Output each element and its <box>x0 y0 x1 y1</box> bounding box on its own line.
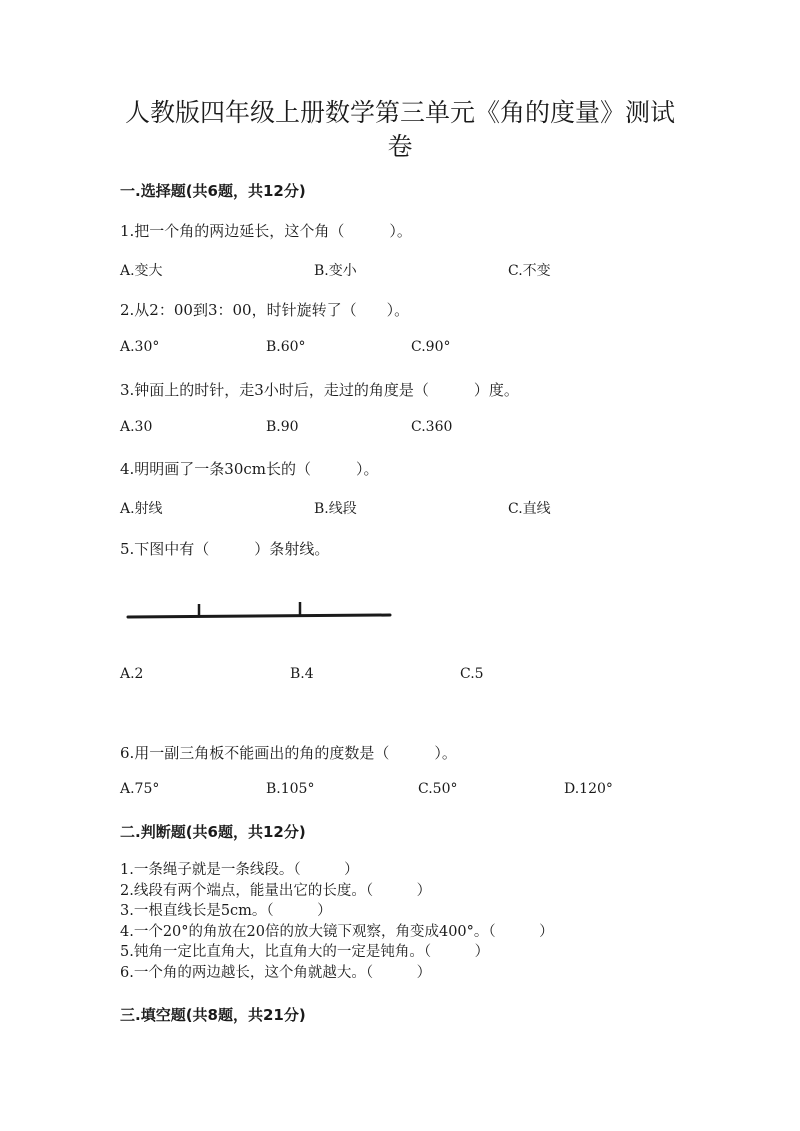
page-title-line-2: 卷 <box>387 132 413 161</box>
question-stem: 4.明明画了一条30cm长的（ ）。 <box>120 460 379 478</box>
option-c: C.50° <box>418 781 458 797</box>
question-stem: 6.用一副三角板不能画出的角的度数是（ ）。 <box>120 744 457 762</box>
option-b: B.线段 <box>314 501 357 517</box>
option-c: C.直线 <box>508 501 551 517</box>
option-b: B.4 <box>290 666 314 682</box>
judgement-item: 4.一个20°的角放在20倍的放大镜下观察，角变成400°。（ ） <box>120 923 554 940</box>
option-c: C.不变 <box>508 263 551 279</box>
section-heading-choice: 一.选择题(共6题，共12分) <box>120 182 306 200</box>
option-a: A.2 <box>120 666 144 682</box>
judgement-item: 5.钝角一定比直角大，比直角大的一定是钝角。（ ） <box>120 944 490 960</box>
option-b: B.105° <box>266 781 315 797</box>
option-c: C.5 <box>460 666 484 682</box>
option-a: A.30° <box>120 339 160 355</box>
figure-line <box>128 615 390 617</box>
option-a: A.射线 <box>120 501 163 517</box>
option-a: A.30 <box>120 419 153 435</box>
section-heading-fill-blank: 三.填空题(共8题，共21分) <box>120 1006 306 1024</box>
page-title-line-1: 人教版四年级上册数学第三单元《角的度量》测试 <box>124 98 675 127</box>
option-b: B.60° <box>266 339 306 355</box>
option-b: B.变小 <box>314 263 357 279</box>
question-stem: 5.下图中有（ ）条射线。 <box>120 540 330 558</box>
section-heading-judgement: 二.判断题(共6题，共12分) <box>120 823 306 841</box>
question-stem: 1.把一个角的两边延长，这个角（ ）。 <box>120 222 412 240</box>
option-a: A.变大 <box>120 263 163 279</box>
option-c: C.90° <box>411 339 451 355</box>
question-stem: 2.从2：00到3：00，时针旋转了（ ）。 <box>120 301 410 319</box>
option-d: D.120° <box>564 781 613 797</box>
ray-figure <box>120 596 400 626</box>
judgement-item: 6.一个角的两边越长，这个角就越大。（ ） <box>120 964 432 981</box>
option-a: A.75° <box>120 781 160 797</box>
judgement-item: 1.一条绳子就是一条线段。（ ） <box>120 862 359 878</box>
judgement-item: 2.线段有两个端点，能量出它的长度。（ ） <box>120 882 432 899</box>
option-c: C.360 <box>411 419 453 435</box>
question-stem: 3.钟面上的时针，走3小时后，走过的角度是（ ）度。 <box>120 381 519 399</box>
judgement-item: 3.一根直线长是5cm。（ ） <box>120 903 332 919</box>
option-b: B.90 <box>266 419 299 435</box>
